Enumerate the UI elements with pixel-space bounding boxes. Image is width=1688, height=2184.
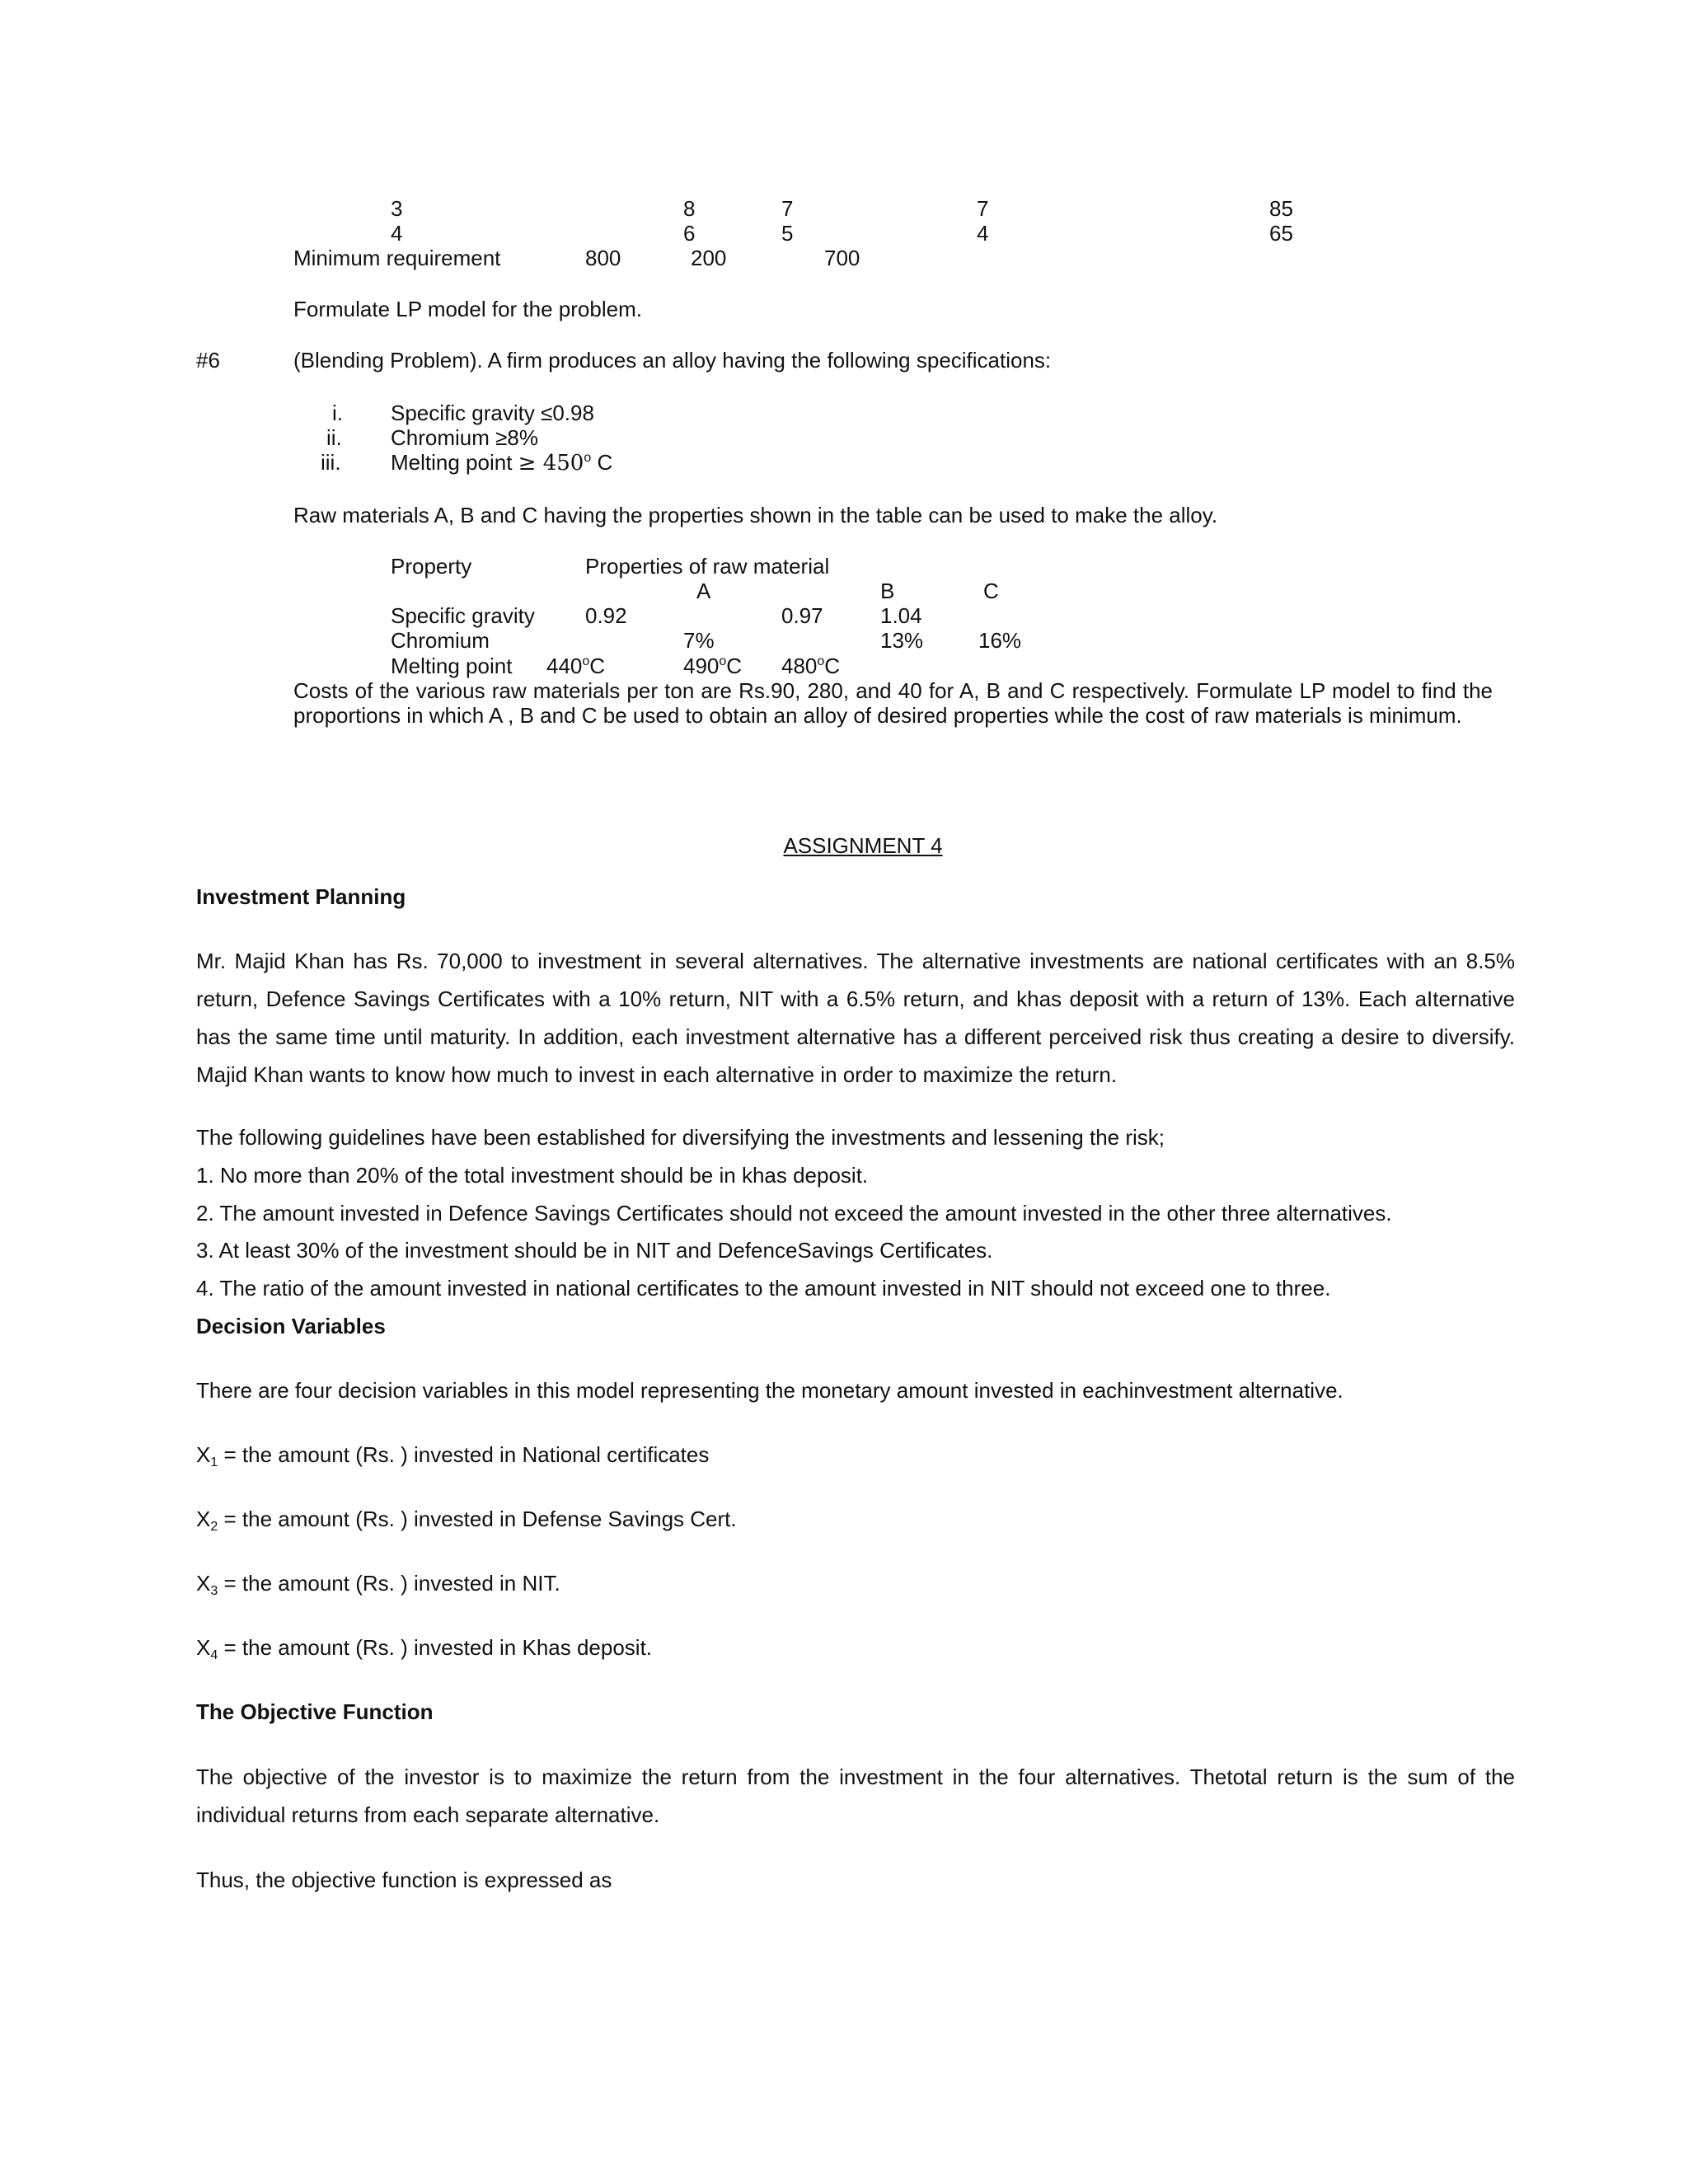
spec-number: i. [332, 401, 343, 425]
min-req-label: Minimum requirement [293, 246, 501, 270]
row-label: Melting point [391, 654, 513, 678]
variable-subscript: 4 [210, 1648, 218, 1662]
degree-sup: o [584, 451, 592, 465]
spec-text-part: C [591, 450, 613, 475]
unit: C [589, 654, 606, 678]
table-cell [683, 654, 742, 678]
variable-symbol: X [196, 1507, 211, 1531]
variable-symbol: X [196, 1635, 211, 1660]
variable-subscript: 3 [210, 1584, 218, 1598]
guideline-item: 3. At least 30% of the investment should be in NIT and DefenceSavings Certificates. [196, 1238, 993, 1263]
text-line: The objective of the investor is to maximize the return from the investment in the four alternatives. Thetotal return is the sum of the [196, 1765, 1515, 1789]
min-req-value: 700 [824, 246, 860, 270]
guideline-item: 2. The amount invested in Defence Savings Certificates should not exceed the amount invested in the other three alternatives. [196, 1201, 1392, 1226]
variable-definition [196, 1442, 709, 1467]
variable-subscript: 2 [210, 1520, 218, 1534]
variable-text: = the amount (Rs. ) invested in Defense Savings Cert. [218, 1507, 737, 1531]
intro-paragraph [196, 942, 1515, 1094]
cell-value: 490 [683, 654, 720, 678]
column-header: A [696, 579, 711, 603]
text-line: Costs of the various raw materials per ton are Rs.90, 280, and 40 for A, B and C respectively. Formulate LP model to find the [293, 678, 1493, 703]
degree-sup: o [719, 654, 727, 668]
problem-intro: (Blending Problem). A firm produces an alloy having the following specifications: [293, 348, 1052, 373]
assignment-title: ASSIGNMENT 4 [783, 833, 943, 858]
spec-text: Specific gravity ≤0.98 [391, 401, 594, 425]
cost-paragraph [293, 678, 1493, 728]
text-line: has the same time until maturity. In addition, each investment alternative has a different perceived risk thus creating a desire to diversify. [196, 1024, 1515, 1049]
variable-text: = the amount (Rs. ) invested in National certificates [218, 1442, 710, 1467]
cell-value: 480 [781, 654, 818, 678]
spec-number: ii. [326, 425, 342, 450]
decision-variables-intro: There are four decision variables in this model representing the monetary amount invested in eachinvestment alternative. [196, 1378, 1343, 1403]
table-cell [546, 654, 605, 678]
variable-definition [196, 1507, 737, 1534]
unit: C [824, 654, 841, 678]
spec-text-part: Melting point [391, 450, 518, 475]
variable-definition [196, 1571, 560, 1596]
raw-materials-intro: Raw materials A, B and C having the properties shown in the table can be used to make the alloy. [293, 503, 1218, 527]
spec-text [391, 450, 612, 476]
row-label: Chromium [391, 628, 490, 653]
text-line: Mr. Majid Khan has Rs. 70,000 to investment in several alternatives. The alternative investments are national certificates with an 8.5% [196, 949, 1515, 973]
row-label: 3 [391, 196, 403, 221]
table-cell: 8 [683, 196, 696, 221]
table-cell: 0.92 [585, 603, 627, 628]
table-cell: 85 [1269, 196, 1293, 221]
section-title: Investment Planning [196, 884, 406, 909]
table-cell: 7 [781, 196, 794, 221]
formulate-text: Formulate LP model for the problem. [293, 297, 642, 321]
objective-expression-intro: Thus, the objective function is expressed as [196, 1868, 612, 1892]
table-cell: 65 [1269, 221, 1293, 246]
table-cell: 16% [978, 628, 1022, 653]
table-cell: 7 [977, 196, 989, 221]
table-cell: 5 [781, 221, 794, 246]
decision-variables-title: Decision Variables [196, 1314, 386, 1338]
column-header: B [880, 579, 895, 603]
variable-subscript: 1 [210, 1455, 218, 1469]
min-req-value: 800 [585, 246, 621, 270]
unit: C [726, 654, 743, 678]
table-cell [781, 654, 840, 678]
table-cell: 4 [977, 221, 989, 246]
min-req-value: 200 [691, 246, 727, 270]
table-cell: 7% [683, 628, 715, 653]
text-line: Majid Khan wants to know how much to invest in each alternative in order to maximize the return. [196, 1062, 1118, 1087]
text-line: individual returns from each separate alternative. [196, 1802, 660, 1827]
table-cell: 1.04 [880, 603, 922, 628]
row-label: Specific gravity [391, 603, 535, 628]
text-line: return, Defence Savings Certificates with a 10% return, NIT with a 6.5% return, and khas deposit with a return of 13%. Each aIternative [196, 987, 1515, 1011]
degree-sup: o [582, 654, 590, 668]
objective-title: The Objective Function [196, 1699, 434, 1724]
objective-paragraph [196, 1758, 1515, 1834]
table-cell: 0.97 [781, 603, 823, 628]
row-label: 4 [391, 221, 403, 246]
cell-value: 440 [546, 654, 583, 678]
variable-symbol: X [196, 1442, 211, 1467]
spec-text: Chromium ≥8% [391, 425, 538, 450]
problem-number: #6 [196, 348, 220, 373]
column-header: C [983, 579, 999, 603]
table-header: Properties of raw material [585, 554, 830, 579]
guideline-item: 1. No more than 20% of the total investment should be in khas deposit. [196, 1163, 869, 1188]
table-header: Property [391, 554, 472, 579]
variable-definition [196, 1635, 652, 1660]
table-cell: 6 [683, 221, 696, 246]
degree-sup: o [817, 654, 825, 668]
table-cell: 13% [880, 628, 924, 653]
guideline-item: 4. The ratio of the amount invested in national certificates to the amount invested in NIT should not exceed one to three. [196, 1276, 1331, 1301]
variable-text: = the amount (Rs. ) invested in NIT. [218, 1571, 560, 1596]
spec-number: iii. [321, 450, 341, 475]
spec-math: ≥ 450 [518, 451, 584, 476]
variable-symbol: X [196, 1571, 211, 1596]
text-line: proportions in which A , B and C be used to obtain an alloy of desired properties while the cost of raw materials is minimum. [293, 703, 1462, 728]
guidelines-intro: The following guidelines have been established for diversifying the investments and lessening the risk; [196, 1125, 1165, 1150]
variable-text: = the amount (Rs. ) invested in Khas deposit. [218, 1635, 653, 1660]
